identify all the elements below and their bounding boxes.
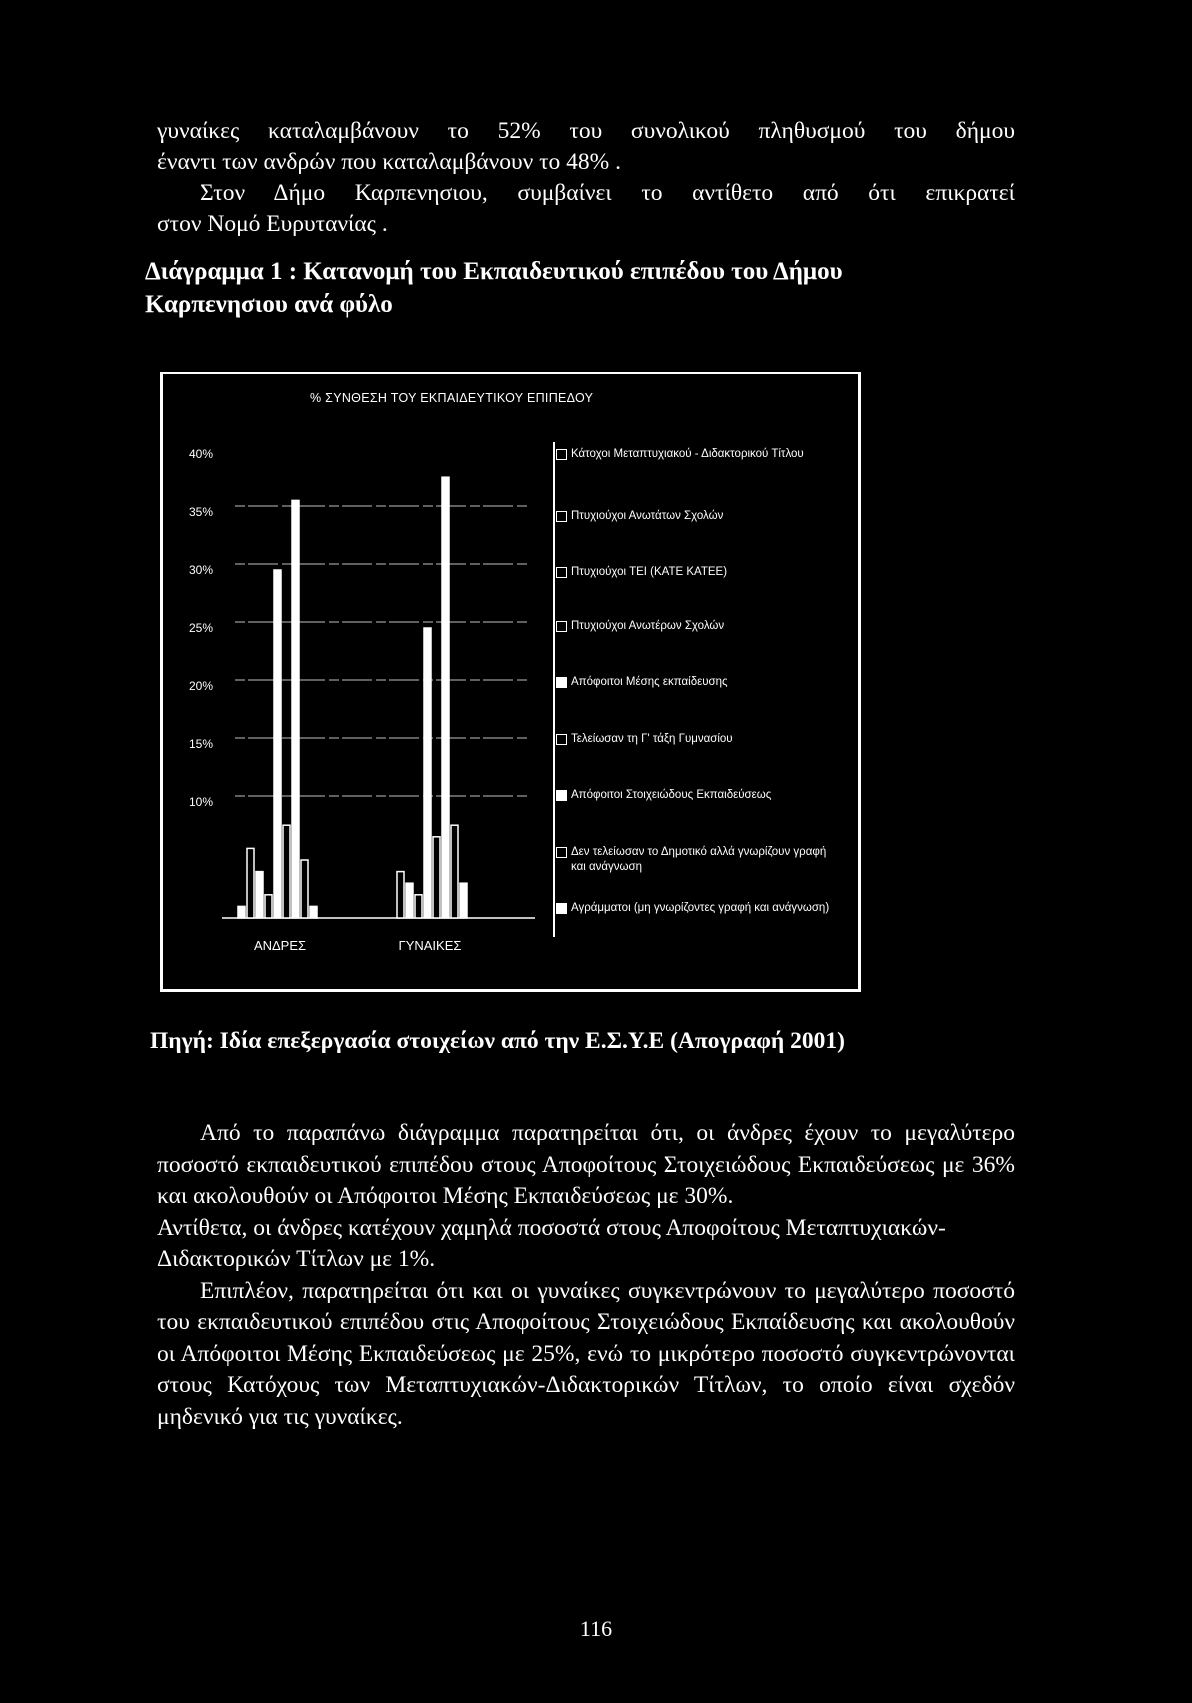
page-number: 116 — [579, 1616, 613, 1641]
chart-title: % ΣΥΝΘΕΣΗ ΤΟΥ ΕΚΠΑΙΔΕΥΤΙΚΟΥ ΕΠΙΠΕΔΟΥ — [310, 391, 594, 405]
legend-item — [556, 619, 856, 634]
legend-item — [556, 732, 856, 747]
legend-swatch — [556, 621, 567, 632]
y-tick-label: 15% — [188, 737, 213, 751]
legend-item — [556, 788, 856, 803]
y-tick-label: 30% — [188, 563, 213, 577]
legend-swatch — [556, 677, 567, 688]
intro-text — [157, 116, 1015, 240]
legend-swatch — [556, 790, 567, 801]
y-tick-label: 40% — [188, 447, 213, 461]
body-paragraph-1: Από το παραπάνω διάγραμμα παρατηρείται ότι, οι άνδρες έχουν το μεγαλύτερο ποσοστό εκπαιδευτικού επιπέδου στους Αποφοίτους Στοιχειώδους Εκπαιδεύσεως με 36% και ακολουθούν οι Απόφοιτοι Μέσης Εκπαιδεύσεως με 30%. — [157, 1120, 1015, 1209]
legend-label: Τελείωσαν τη Γ' τάξη Γυμνασίου — [571, 733, 733, 745]
legend-swatch — [556, 567, 567, 578]
intro-line-2: έναντι των ανδρών που καταλαμβάνουν το 48% . — [157, 149, 621, 175]
legend-item — [556, 901, 856, 916]
legend-item — [556, 565, 856, 580]
legend-label: Κάτοχοι Μεταπτυχιακού - Διδακτορικού Τίτλου — [571, 448, 804, 460]
intro-line-4: στον Νομό Ευρυτανίας . — [157, 211, 388, 237]
legend-label: Απόφοιτοι Μέσης εκπαίδευσης — [571, 676, 728, 688]
x-category-label: ΓΥΝΑΙΚΕΣ — [398, 938, 462, 953]
body-paragraph-2: Επιπλέον, παρατηρείται ότι και οι γυναίκες συγκεντρώνουν το μεγαλύτερο ποσοστό του εκπαιδευτικού επιπέδου στις Αποφοίτους Στοιχειώδους Εκπαίδευσης και ακολουθούν οι Απόφοιτοι Μέσης Εκπαιδεύσεως με 25%, ενώ το μικρότερο ποσοστό συγκεντρώνονται στους Κατόχους των Μεταπτυχιακών-Διδακτορικών Τίτλων, το οποίο είναι σχεδόν μηδενικό για τις γυναίκες. — [157, 1277, 1015, 1430]
y-tick-label: 10% — [188, 795, 213, 809]
legend-label: Αγράμματοι (μη γνωρίζοντες γραφή και ανάγνωση) — [571, 902, 830, 914]
legend-item — [556, 509, 856, 524]
legend-item — [556, 845, 856, 875]
intro-line-1: γυναίκες καταλαμβάνουν το 52% του συνολικού πληθυσμού του δήμου — [157, 118, 1015, 144]
legend-item — [556, 675, 856, 690]
intro-line-3: Στον Δήμο Καρπενησιου, συμβαίνει το αντίθετο από ότι επικρατεί — [200, 180, 1015, 206]
legend-swatch — [556, 449, 567, 460]
legend-label: Πτυχιούχοι Ανωτάτων Σχολών — [571, 510, 724, 522]
legend-swatch — [556, 847, 567, 858]
legend-label: Απόφοιτοι Στοιχειώδους Εκπαιδεύσεως — [571, 789, 772, 801]
legend-swatch — [556, 734, 567, 745]
y-tick-label: 20% — [188, 679, 213, 693]
legend-swatch — [556, 511, 567, 522]
body-text — [157, 1118, 1015, 1433]
body-paragraph-1-end: Αντίθετα, οι άνδρες κατέχουν χαμηλά ποσοστά στους Αποφοίτους Μεταπτυχιακών-Διδακτορικών Τίτλων με 1%. — [157, 1214, 946, 1272]
y-tick-label: 35% — [188, 505, 213, 519]
y-tick-label: 25% — [188, 621, 213, 635]
caption-line-2: Καρπενησιου ανά φύλο — [145, 291, 393, 318]
legend-label: Πτυχιούχοι Ανωτέρων Σχολών — [571, 620, 725, 632]
source-line: Πηγή: Ιδία επεξεργασία στοιχείων από την Ε.Σ.Υ.Ε (Απογραφή 2001) — [150, 1028, 845, 1054]
legend-swatch — [556, 903, 567, 914]
legend-label: Πτυχιούχοι ΤΕΙ (ΚΑΤΕ ΚΑΤΕΕ) — [571, 566, 728, 578]
legend-label: Δεν τελείωσαν το Δημοτικό αλλά γνωρίζουν γραφή και ανάγνωση — [571, 846, 827, 873]
figure-caption — [145, 255, 1015, 321]
x-category-label: ΑΝΔΡΕΣ — [253, 938, 307, 953]
legend-divider — [553, 442, 555, 937]
legend-item — [556, 447, 856, 462]
caption-line-1: Διάγραμμα 1 : Κατανομή του Εκπαιδευτικού επιπέδου του Δήμου — [145, 258, 843, 285]
